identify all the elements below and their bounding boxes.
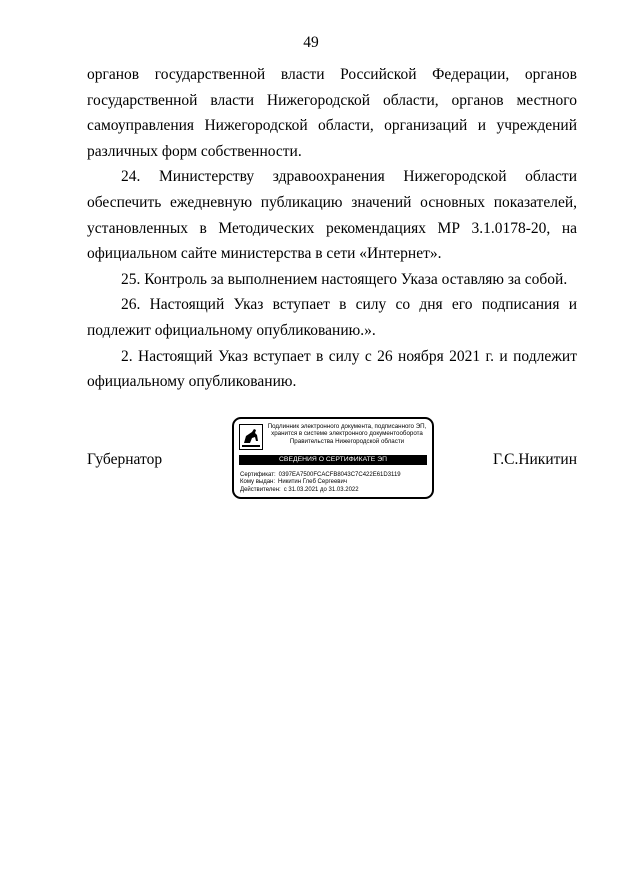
paragraph-item-26: 26. Настоящий Указ вступает в силу со дня его подписания и подлежит официальному опубликованию.». [87, 296, 577, 339]
electronic-signature-stamp [232, 417, 434, 499]
stamp-header-line: хранится в системе электронного документооборота [271, 430, 423, 438]
validity-label: Действителен: [240, 486, 281, 493]
certificate-details [240, 472, 401, 494]
stamp-header-line: Правительства Нижегородской области [289, 437, 405, 445]
paragraph-item-25: 25. Контроль за выполнением настоящего Указа оставляю за собой. [121, 270, 568, 288]
signer-name: Г.С.Никитин [493, 451, 577, 468]
certificate-row [240, 472, 401, 479]
page-number: 49 [303, 34, 319, 51]
paragraph-item-2: 2. Настоящий Указ вступает в силу с 26 ноября 2021 г. и подлежит официальному опубликованию. [87, 347, 577, 391]
nizhny-novgorod-emblem-icon [239, 424, 263, 450]
issued-to-row [240, 479, 401, 486]
certificate-label: Сертификат: [240, 472, 276, 478]
paragraph-continuation: органов государственной власти Российской Федерации, органов государственной власти Нижегородской области, органов местного самоуправления Нижегородской области, организаций и учреждений различных форм собственности. [87, 66, 577, 160]
issued-to-value: Никитин Глеб Сергеевич [278, 479, 347, 486]
validity-row [240, 487, 401, 494]
signer-position: Губернатор [87, 451, 163, 468]
validity-value: с 31.03.2021 до 31.03.2022 [283, 486, 359, 493]
stamp-header-line: Подлинник электронного документа, подписанного ЭП, [267, 423, 427, 430]
signature-block [0, 415, 622, 505]
paragraph-item-24: 24. Министерству здравоохранения Нижегородской области обеспечить ежедневную публикацию значений основных показателей, установленных в Методических рекомендациях МР 3.1.0178-20, на официальном сайте министерства в сети «Интернет». [87, 168, 577, 263]
stamp-header [264, 423, 430, 445]
certificate-info-bar: СВЕДЕНИЯ О СЕРТИФИКАТЕ ЭП [239, 455, 427, 465]
issued-to-label: Кому выдан: [240, 479, 276, 486]
document-body [87, 62, 577, 395]
certificate-value: 0397EA7500FCACFB8043C7C422E61D3119 [278, 472, 401, 478]
